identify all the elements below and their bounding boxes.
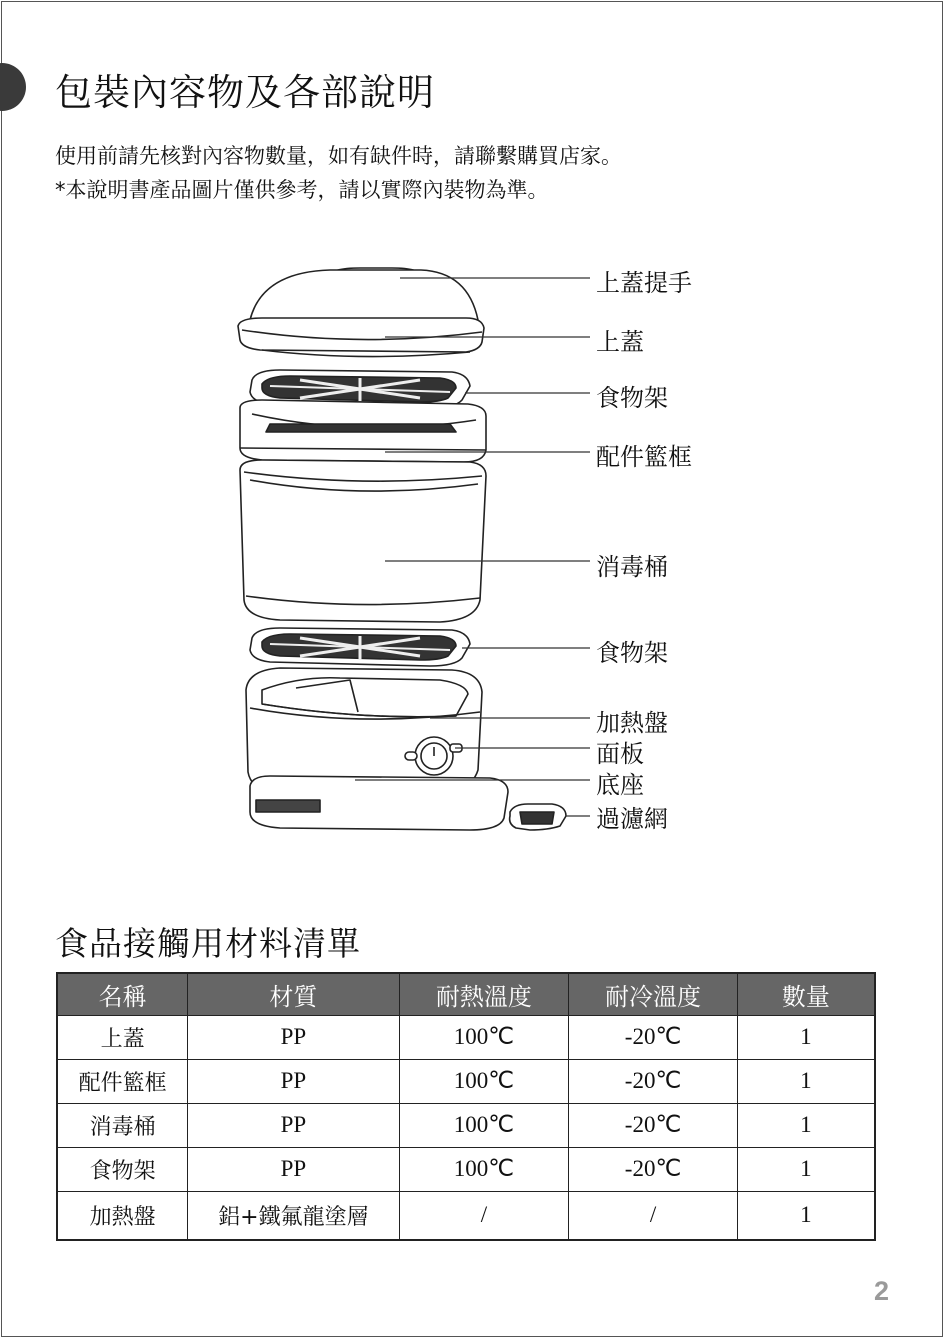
- header-name: 名稱: [57, 973, 188, 1015]
- cell-material: PP: [188, 1015, 399, 1059]
- label-heating-plate: 加熱盤: [596, 709, 668, 737]
- cell-name: 加熱盤: [57, 1191, 188, 1240]
- cell-material: 鋁+鐵氟龍塗層: [188, 1191, 399, 1240]
- label-lid-handle: 上蓋提手: [596, 269, 692, 297]
- header-material: 材質: [188, 973, 399, 1015]
- cell-qty: 1: [737, 1103, 875, 1147]
- cell-name: 上蓋: [57, 1015, 188, 1059]
- cell-heat: 100℃: [399, 1059, 569, 1103]
- cell-name: 消毒桶: [57, 1103, 188, 1147]
- label-control-panel: 面板: [596, 740, 644, 768]
- cell-material: PP: [188, 1103, 399, 1147]
- label-accessory-basket: 配件籃框: [596, 443, 692, 471]
- label-food-rack-lower: 食物架: [596, 639, 668, 667]
- cell-cold: /: [569, 1191, 738, 1240]
- cell-cold: -20℃: [569, 1059, 738, 1103]
- cell-material: PP: [188, 1059, 399, 1103]
- cell-qty: 1: [737, 1147, 875, 1191]
- table-row: [57, 1103, 875, 1147]
- cell-heat: 100℃: [399, 1147, 569, 1191]
- cell-name: 配件籃框: [57, 1059, 188, 1103]
- table-row: [57, 1015, 875, 1059]
- cell-qty: 1: [737, 1191, 875, 1240]
- table-title: 食品接觸用材料清單: [55, 924, 361, 963]
- cell-cold: -20℃: [569, 1147, 738, 1191]
- table-row: [57, 1191, 875, 1240]
- intro-line-1: 使用前請先核對內容物數量，如有缺件時，請聯繫購買店家。: [55, 144, 622, 168]
- header-heat-resistance: 耐熱溫度: [399, 973, 569, 1015]
- label-filter: 過濾網: [596, 805, 668, 833]
- label-food-rack-upper: 食物架: [596, 384, 668, 412]
- intro-line-2: *本說明書產品圖片僅供參考，請以實際內裝物為準。: [55, 178, 549, 202]
- section-title: 包裝內容物及各部說明: [55, 71, 435, 114]
- cell-cold: -20℃: [569, 1103, 738, 1147]
- cell-heat: 100℃: [399, 1015, 569, 1059]
- table-row: [57, 1059, 875, 1103]
- page-number: 2: [874, 1276, 890, 1306]
- header-quantity: 數量: [737, 973, 875, 1015]
- table-row: [57, 1147, 875, 1191]
- table-header-row: [57, 973, 875, 1015]
- cell-cold: -20℃: [569, 1015, 738, 1059]
- cell-qty: 1: [737, 1059, 875, 1103]
- label-lid: 上蓋: [596, 328, 644, 356]
- cell-heat: 100℃: [399, 1103, 569, 1147]
- header-cold-resistance: 耐冷溫度: [569, 973, 738, 1015]
- cell-heat: /: [399, 1191, 569, 1240]
- label-sterilizing-tub: 消毒桶: [596, 553, 668, 581]
- cell-name: 食物架: [57, 1147, 188, 1191]
- cell-material: PP: [188, 1147, 399, 1191]
- label-base: 底座: [596, 771, 644, 799]
- cell-qty: 1: [737, 1015, 875, 1059]
- materials-table: [56, 972, 876, 1241]
